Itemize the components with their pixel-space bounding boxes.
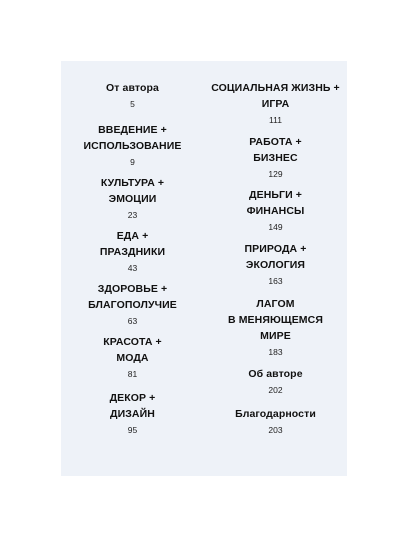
- toc-entry: [204, 406, 347, 436]
- toc-entry-title-line: МИРЕ: [260, 330, 291, 342]
- toc-entry-title-line: Об авторе: [248, 368, 303, 380]
- toc-entry-page: 202: [268, 385, 283, 395]
- toc-entry-title-line: ЕДА +: [116, 230, 149, 242]
- toc-entry-page: 23: [127, 210, 138, 220]
- toc-entry-page: 163: [268, 276, 283, 286]
- toc-entry-title-line: ИСПОЛЬЗОВАНИЕ: [83, 140, 182, 152]
- toc-entry-title-line: От автора: [106, 82, 159, 94]
- toc-entry-page: 5: [130, 99, 135, 109]
- book-page: [61, 61, 347, 476]
- toc-entry-title-line: В МЕНЯЮЩЕМСЯ: [228, 314, 323, 326]
- toc-entry-title-line: КУЛЬТУРА +: [100, 177, 165, 189]
- toc-entry-page: 95: [127, 425, 138, 435]
- toc-entry: [204, 296, 347, 358]
- toc-entry-title-line: ЗДОРОВЬЕ +: [97, 283, 168, 295]
- toc-entry: [61, 175, 204, 221]
- toc-entry-title-line: ИГРА: [261, 98, 290, 110]
- toc-entry-title-line: БЛАГОПОЛУЧИЕ: [88, 299, 177, 311]
- toc-entry-title-line: ФИНАНСЫ: [246, 205, 305, 217]
- toc-entry-title-line: РАБОТА +: [249, 136, 302, 148]
- toc-entry-page: 63: [127, 316, 138, 326]
- toc-entry: [61, 80, 204, 110]
- toc-entry: [204, 134, 347, 180]
- toc-entry-title-line: КРАСОТА +: [103, 336, 162, 348]
- toc-entry-page: 183: [268, 347, 283, 357]
- toc-entry-title-line: ЭМОЦИИ: [108, 193, 157, 205]
- toc-entry-title-line: ВВЕДЕНИЕ +: [98, 124, 167, 136]
- toc-entry-title-line: ДИЗАЙН: [110, 408, 155, 420]
- toc-entry: [61, 390, 204, 436]
- toc-entry: [61, 281, 204, 327]
- toc-entry-title-line: ЭКОЛОГИЯ: [245, 259, 306, 271]
- toc-entry-title-line: ДЕНЬГИ +: [249, 189, 302, 201]
- toc-entry: [204, 80, 347, 126]
- toc-entry-page: 81: [127, 369, 138, 379]
- toc-entry-page: 129: [268, 169, 283, 179]
- toc-entry-title-line: ДЕКОР +: [109, 392, 156, 404]
- toc-entry-title-line: ПРИРОДА +: [244, 243, 307, 255]
- toc-entry: [204, 187, 347, 233]
- toc-entry: [61, 334, 204, 380]
- toc-entry-page: 149: [268, 222, 283, 232]
- toc-entry-title-line: СОЦИАЛЬНАЯ ЖИЗНЬ +: [211, 82, 340, 94]
- toc-entry: [204, 241, 347, 287]
- toc-entry-title-line: БИЗНЕС: [253, 152, 298, 164]
- toc-entry: [61, 122, 204, 168]
- toc-entry-title-line: Благодарности: [235, 408, 316, 420]
- toc-entry-page: 203: [268, 425, 283, 435]
- toc-entry-title-line: ЛАГОМ: [256, 298, 295, 310]
- toc-entry: [61, 228, 204, 274]
- toc-entry-title-line: МОДА: [116, 352, 149, 364]
- toc-entry-title-line: ПРАЗДНИКИ: [99, 246, 166, 258]
- toc-entry-page: 111: [269, 115, 282, 125]
- toc-entry-page: 9: [130, 157, 135, 167]
- toc-entry-page: 43: [127, 263, 138, 273]
- toc-entry: [204, 366, 347, 396]
